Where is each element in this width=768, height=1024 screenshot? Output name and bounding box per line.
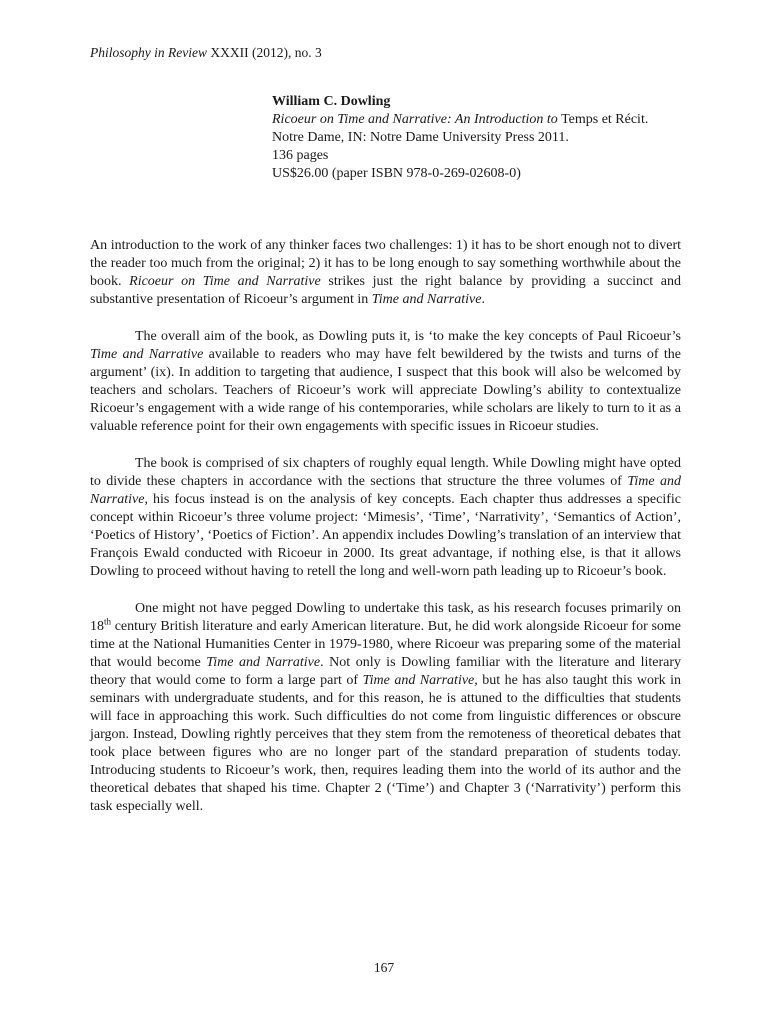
text-run: but he has also taught this work in seminars with undergraduate students, and for this reason, he is attuned to the difficulties that students will face in approaching this work. Such difficulties do not come from linguistic differences or obscure jargon. Instead, Dowling rightly perceives that they stem from the remoteness of theoretical debates that took place between figures who are no longer part of the standard preparation of students today. Introducing students to Ricoeur’s work, then, requires leading them into the world of its author and the theoretical debates that shaped his time. Chapter 2 (‘Time’) and Chapter 3 (‘Narrativity’) perform this task especially well. — [90, 673, 682, 814]
book-citation — [272, 93, 672, 183]
text-run: The overall aim of the book, as Dowling puts it, is ‘to make the key concepts of Paul Ricoeur’s — [135, 329, 681, 344]
book-publisher: Notre Dame, IN: Notre Dame University Press 2011. — [272, 130, 569, 145]
text-run: , his focus instead is on the analysis of key concepts. Each chapter thus addresses a specific concept within Ricoeur’s three volume project: ‘Mimesis’, ‘Time’, ‘Narrativity’, ‘Semantics of Action’, ‘Poetics of History’, ‘Poetics of Fiction’. An appendix includes Dowling’s translation of an interview that François Ewald conducted with Ricoeur in 2000. Its great advantage, if nothing else, is that it allows Dowling to proceed without having to retell the long and well-worn path leading up to Ricoeur’s book. — [90, 492, 682, 579]
text-run: An introduction to the work of any thinker faces two challenges: 1) it has to be short enough not to divert the reader too much from the original; 2) it has to be long enough to say something worthwhile about the book. — [90, 238, 681, 289]
text-run: The book is comprised of six chapters of roughly equal length. While Dowling might have opted to divide these chapters in accordance with the sections that structure the three volumes of — [90, 456, 681, 489]
book-title — [272, 111, 672, 129]
italic-title: Time and Narrative — [206, 655, 321, 670]
italic-title: Time and Narrative — [90, 474, 681, 507]
journal-header — [90, 45, 322, 61]
journal-issue: XXXII (2012), no. 3 — [210, 45, 322, 60]
text-run: . Not only is Dowling familiar with the literature and literary theory that would come to form a large part of — [90, 655, 681, 688]
book-author: William C. Dowling — [272, 94, 391, 109]
journal-title: Philosophy in Review — [90, 45, 207, 60]
book-title-italic: Ricoeur on Time and Narrative: An Introduction to — [272, 112, 558, 127]
paragraph-2 — [90, 328, 681, 436]
italic-title: Time and Narrative — [90, 347, 204, 362]
paragraph-3 — [90, 455, 681, 581]
text-run: . — [481, 292, 485, 307]
text-run: century British literature and early American literature. But, he did work alongside Ricoeur for some time at the National Humanities Center in 1979-1980, where Ricoeur was preparing some of the material that would become — [90, 619, 681, 670]
italic-title: Time and Narrative — [371, 292, 482, 307]
text-run: One might not have pegged Dowling to undertake this task, as his research focuses primarily on 18 — [90, 601, 681, 634]
superscript: th — [104, 616, 112, 627]
page-number: 167 — [373, 960, 395, 975]
review-body — [90, 237, 681, 835]
italic-title: Time and Narrative, — [362, 673, 478, 688]
text-run: strikes just the right balance by providing a succinct and substantive presentation of Ricoeur’s argument in — [90, 274, 682, 307]
paragraph-4 — [90, 600, 681, 816]
book-title-rest: Temps et Récit. — [561, 112, 649, 127]
paragraph-1 — [90, 237, 681, 309]
book-price: US$26.00 (paper ISBN 978-0-269-02608-0) — [272, 166, 521, 181]
book-pages: 136 pages — [272, 148, 329, 163]
text-run: available to readers who may have felt bewildered by the twists and turns of the argument’ (ix). In addition to targeting that audience, I suspect that this book will also be welcomed by teachers and scholars. Teachers of Ricoeur’s work will appreciate Dowling’s ability to contextualize Ricoeur’s engagement with a wide range of his contemporaries, while scholars are likely to turn to it as a valuable reference point for their own engagements with specific issues in Ricoeur studies. — [90, 347, 682, 434]
italic-title: Ricoeur on Time and Narrative — [129, 274, 321, 289]
